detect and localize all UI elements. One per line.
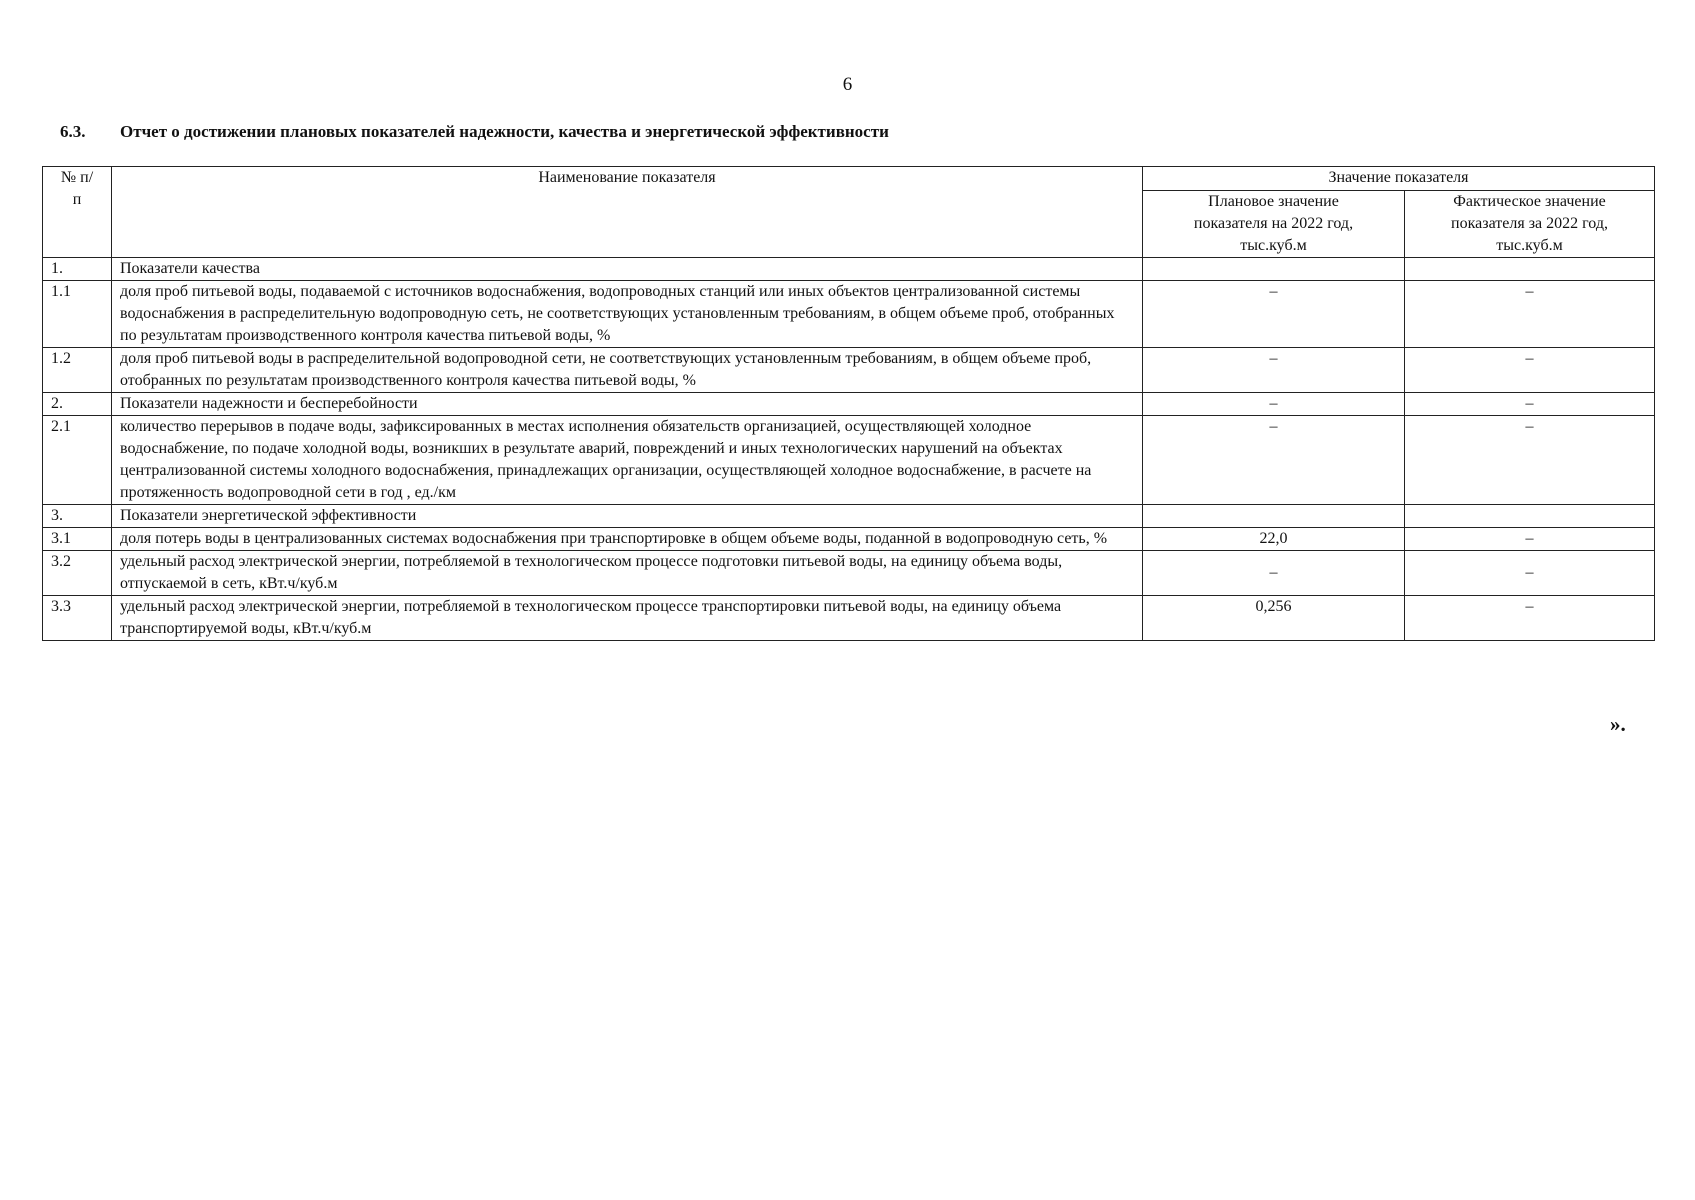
row-fact: – bbox=[1405, 528, 1655, 551]
row-plan bbox=[1143, 258, 1405, 281]
table-row bbox=[43, 416, 1655, 505]
table-row bbox=[43, 348, 1655, 393]
table-row bbox=[43, 528, 1655, 551]
table-row bbox=[43, 393, 1655, 416]
row-fact: – bbox=[1405, 416, 1655, 505]
table-row bbox=[43, 505, 1655, 528]
section-title: Отчет о достижении плановых показателей надежности, качества и энергетической эффективности bbox=[120, 122, 889, 141]
row-plan bbox=[1143, 505, 1405, 528]
row-num: 2. bbox=[43, 393, 112, 416]
row-fact: – bbox=[1405, 281, 1655, 348]
row-num: 1.2 bbox=[43, 348, 112, 393]
row-plan: – bbox=[1143, 281, 1405, 348]
row-name: Показатели надежности и бесперебойности bbox=[112, 393, 1143, 416]
row-plan: 0,256 bbox=[1143, 596, 1405, 641]
row-name: доля потерь воды в централизованных системах водоснабжения при транспортировке в общем объеме воды, поданной в водопроводную сеть, % bbox=[112, 528, 1143, 551]
header-value-group: Значение показателя bbox=[1143, 167, 1655, 191]
table-row bbox=[43, 551, 1655, 596]
row-plan: 22,0 bbox=[1143, 528, 1405, 551]
section-heading bbox=[60, 122, 889, 142]
row-name: количество перерывов в подаче воды, зафиксированных в местах исполнения обязательств организацией, осуществляющей холодное водоснабжение, по подаче холодной воды, возникших в результате аварий, повреждений и иных технологических нарушений на объектах централизованной системы холодного водоснабжения, принадлежащих организации, осуществляющей холодное водоснабжение, в расчете на протяженность водопроводной сети в год , ед./км bbox=[112, 416, 1143, 505]
row-plan: – bbox=[1143, 416, 1405, 505]
closing-quote-mark: ». bbox=[1610, 712, 1626, 736]
row-num: 3.3 bbox=[43, 596, 112, 641]
row-fact: – bbox=[1405, 393, 1655, 416]
row-name: удельный расход электрической энергии, потребляемой в технологическом процессе транспортировки питьевой воды, на единицу объема транспортируемой воды, кВт.ч/куб.м bbox=[112, 596, 1143, 641]
table-header bbox=[43, 167, 1655, 258]
row-fact: – bbox=[1405, 596, 1655, 641]
row-num: 1.1 bbox=[43, 281, 112, 348]
row-plan: – bbox=[1143, 348, 1405, 393]
table-row bbox=[43, 596, 1655, 641]
row-fact: – bbox=[1405, 551, 1655, 596]
row-fact bbox=[1405, 505, 1655, 528]
row-num: 3.2 bbox=[43, 551, 112, 596]
row-fact bbox=[1405, 258, 1655, 281]
row-plan: – bbox=[1143, 393, 1405, 416]
header-plan: Плановое значение показателя на 2022 год, тыс.куб.м bbox=[1143, 191, 1405, 258]
section-number: 6.3. bbox=[60, 122, 86, 141]
header-name: Наименование показателя bbox=[112, 167, 1143, 258]
table-row bbox=[43, 258, 1655, 281]
row-name: Показатели энергетической эффективности bbox=[112, 505, 1143, 528]
row-fact: – bbox=[1405, 348, 1655, 393]
table-body bbox=[43, 258, 1655, 641]
row-name: Показатели качества bbox=[112, 258, 1143, 281]
row-num: 1. bbox=[43, 258, 112, 281]
table-row bbox=[43, 281, 1655, 348]
row-plan: – bbox=[1143, 551, 1405, 596]
header-fact: Фактическое значение показателя за 2022 год, тыс.куб.м bbox=[1405, 191, 1655, 258]
row-name: удельный расход электрической энергии, потребляемой в технологическом процессе подготовки питьевой воды, на единицу объема воды, отпускаемой в сеть, кВт.ч/куб.м bbox=[112, 551, 1143, 596]
indicators-table bbox=[42, 166, 1655, 641]
page-number: 6 bbox=[842, 74, 853, 95]
row-name: доля проб питьевой воды, подаваемой с источников водоснабжения, водопроводных станций или иных объектов централизованной системы водоснабжения в распределительную водопроводную сеть, не соответствующих установленным требованиям, в общем объеме проб, отобранных по результатам производственного контроля качества питьевой воды, % bbox=[112, 281, 1143, 348]
row-num: 2.1 bbox=[43, 416, 112, 505]
row-num: 3. bbox=[43, 505, 112, 528]
header-num: № п/п bbox=[43, 167, 112, 258]
row-name: доля проб питьевой воды в распределительной водопроводной сети, не соответствующих установленным требованиям, в общем объеме проб, отобранных по результатам производственного контроля качества питьевой воды, % bbox=[112, 348, 1143, 393]
row-num: 3.1 bbox=[43, 528, 112, 551]
